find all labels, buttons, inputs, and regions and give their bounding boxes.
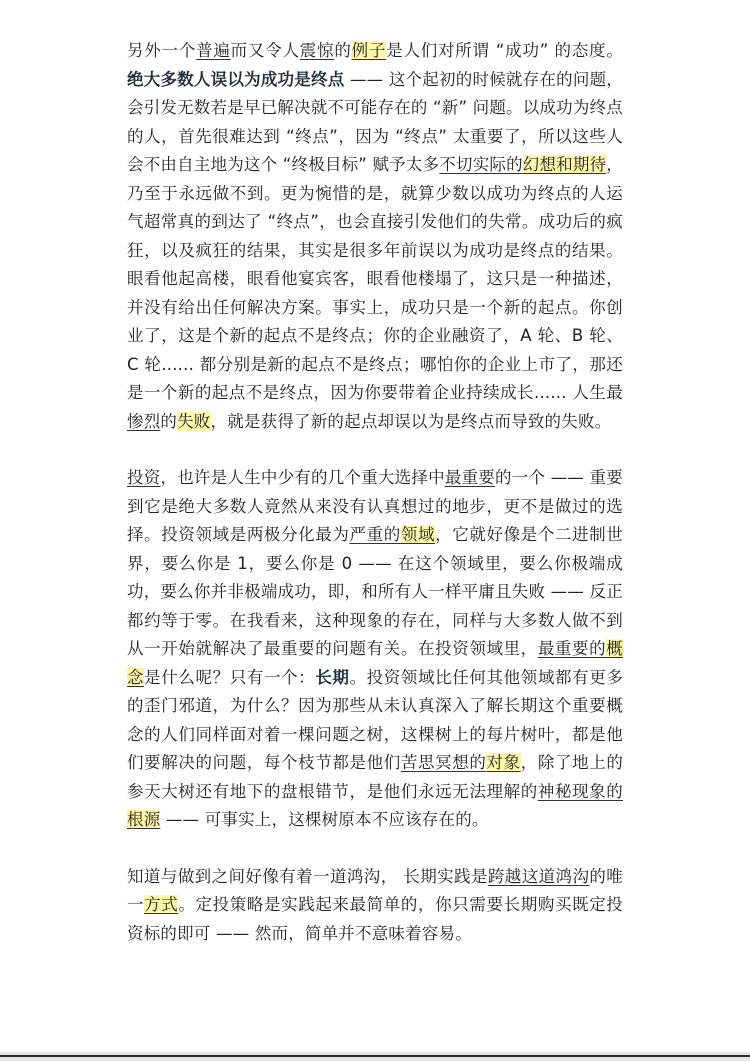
text-span: 的 [160,411,178,431]
paragraph-investment [127,464,623,835]
highlighted-text: 幻想和期待 [522,155,607,174]
underlined-text: 严重的 [349,525,401,544]
underlined-text: 震惊 [299,41,335,60]
highlighted-text: 失败 [177,411,211,431]
highlighted-text: 领域 [400,525,436,544]
page-bottom-divider [0,1055,750,1057]
text-span: ，它就好像是个二进制世界，要么你是 1，要么你是 0 —— 在这个领域里，要么你极端成功，要么你并非极端成功，即，和所有人一样平庸且失败 —— 反正都约等于零。在我看来，这种现象的存在，同样与大多数人做不到从一开始就解决了最重要的问题有关。在投资领域里， [127,525,623,658]
text-span: ，就是获得了新的起点却误以为是终点而导致的失败。 [210,411,612,431]
underlined-text: 惨烈 [127,411,161,431]
underlined-text: 不切实际的 [439,155,523,174]
underlined-text: 投资 [127,468,161,487]
highlighted-text: 对象 [486,753,521,772]
text-span: ，除了地上的参天大树还有地下的盘根错节，是他们永远无法理解的 [127,753,624,801]
paragraph-success [127,37,623,436]
bold-text: 长期 [315,667,350,687]
highlighted-text: 根源 [127,810,161,829]
paragraph-practice [127,863,623,949]
article-body [127,37,623,976]
text-span: ，也许是人生中少有的几个重大选择中 [160,468,445,487]
underlined-text: 最重要的 [537,639,607,658]
text-span: 是人们对所谓 “成功” 的态度。 [386,41,624,60]
text-span: 知道与做到之间好像有着一道鸿沟， 长期实践是 [127,866,488,886]
highlighted-text: 方式 [144,895,179,914]
text-span: 。定投策略是实践起来最简单的，你只需要长期购买既定投资标的即可 —— 然而，简单并不意味着容易。 [127,895,624,943]
text-span: —— 这个起初的时候就存在的问题，会引发无数若是早已解决就不可能存在的 “新” 问题。以成功为终点的人，首先很难达到 “终点”，因为 “终点” 太重要了，所以这些人会不由自主地为这个 “终极目标” 赋予太多 [127,69,624,174]
text-span: 另外一个 [127,41,197,60]
text-span: 。投资领域比任何其他领域都有更多的歪门邪道，为什么？因为那些从未认真深入了解长期这个重要概念的人们同样面对着一棵问题之树，这棵树上的每片树叶，都是他们要解决的问题，每个枝节都是他们 [127,667,624,772]
highlighted-text: 概念 [127,639,623,687]
text-span: 是什么呢？只有一个： [144,667,316,687]
text-span: 的唯一 [127,866,623,914]
underlined-text: 苦思冥想的 [400,753,487,772]
underlined-text: 普遍 [196,41,231,60]
text-span: —— 可事实上，这棵树原本不应该存在的。 [160,810,489,829]
text-span: 的 [334,41,352,60]
text-span: ，乃至于永远做不到。更为惋惜的是，就算少数以成功为终点的人运气超常真的到达了 “终点”，也会直接引发他们的失常。成功后的疯狂，以及疯狂的结果，其实是很多年前误以为成功是终点的结果。眼看他起高楼，眼看他宴宾客，眼看他楼塌了，这只是一种描述，并没有给出任何解决方案。事实上，成功只是一个新的起点。你创业了，这是个新的起点不是终点；你的企业融资了，A 轮、B 轮、C 轮...... 都分别是新的起点不是终点；哪怕你的企业上市了，那还是一个新的起点不是终点，因为你要带着企业持续成长...... 人生最 [127,155,623,402]
text-span: 的一个 —— 重要到它是绝大多数人竟然从来没有认真想过的地步，更不是做过的选择。投资领域是两极分化最为 [127,468,623,544]
underlined-text: 跨越这道鸿沟 [487,866,590,886]
highlighted-text: 例子 [351,41,387,60]
underlined-text: 最重要 [444,468,496,487]
underlined-text: 神秘现象的 [537,781,623,801]
bold-text: 绝大多数人误以为成功是终点 [127,69,345,89]
text-span: 而又令人 [230,41,300,60]
